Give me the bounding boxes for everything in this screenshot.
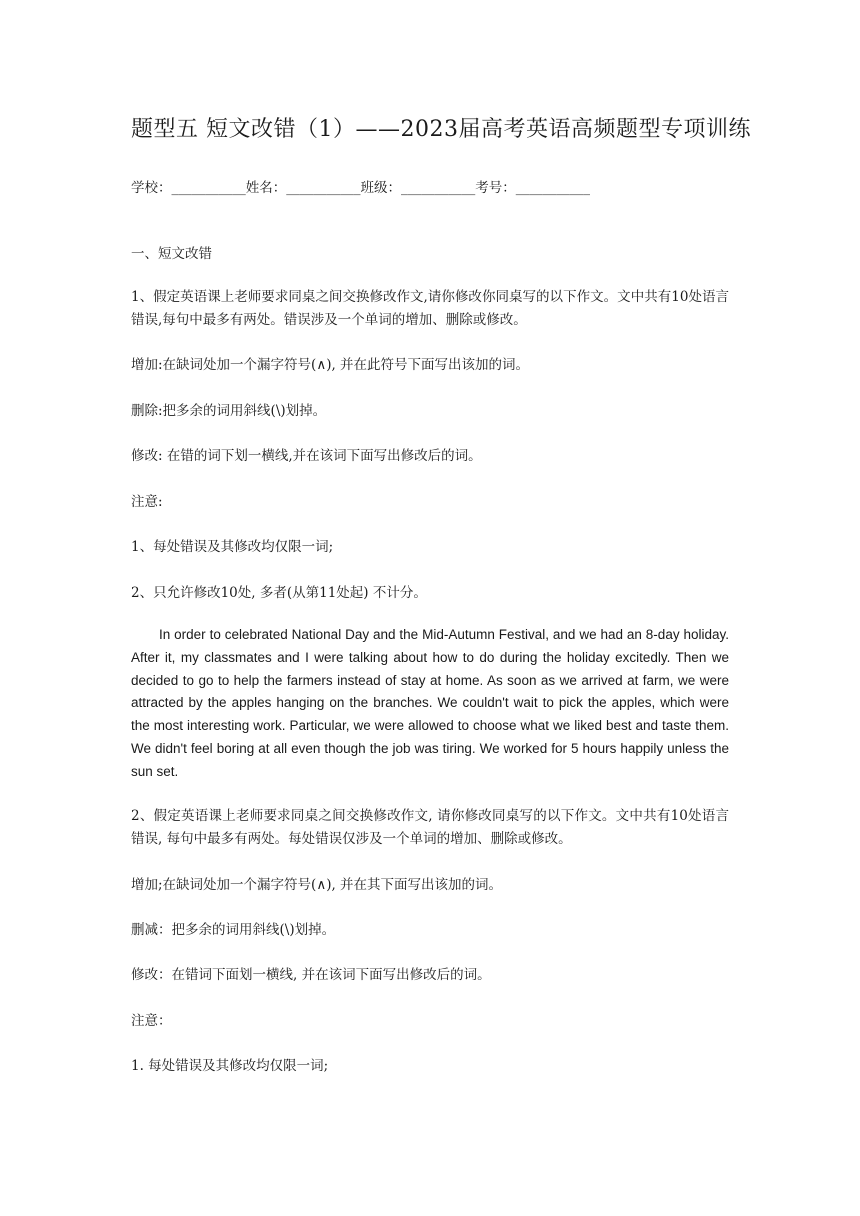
- q2-intro: 2、假定英语课上老师要求同桌之间交换修改作文, 请你修改同桌写的以下作文。文中共有10处语言错误, 每句中最多有两处。每处错误仅涉及一个单词的增加、删除或修改。: [131, 808, 729, 847]
- document-title: 题型五 短文改错（1）——2023届高考英语高频题型专项训练: [131, 117, 751, 142]
- q1-intro: 1、假定英语课上老师要求同桌之间交换修改作文,请你修改你同桌写的以下作文。文中共有10处语言错误,每句中最多有两处。错误涉及一个单词的增加、删除或修改。: [131, 289, 729, 328]
- q2-add-rule: 增加;在缺词处加一个漏字符号(∧), 并在其下面写出该加的词。: [131, 877, 503, 893]
- q2-modify-rule: 修改：在错词下面划一横线, 并在该词下面写出修改后的词。: [131, 967, 491, 983]
- q1-note-2: 2、只允许修改10处, 多者(从第11处起) 不计分。: [131, 585, 427, 601]
- section-heading: 一、短文改错: [131, 246, 212, 262]
- student-info-line: 学校：___________姓名：___________班级：___________考号：___________: [131, 180, 590, 196]
- q1-delete-rule: 删除:把多余的词用斜线(\)划掉。: [131, 403, 327, 419]
- q1-note-heading: 注意:: [131, 494, 163, 510]
- q1-modify-rule: 修改: 在错的词下划一横线,并在该词下面写出修改后的词。: [131, 448, 482, 464]
- q2-note-1: 1. 每处错误及其修改均仅限一词;: [131, 1058, 329, 1074]
- q1-passage: In order to celebrated National Day and the Mid-Autumn Festival, and we had an 8-day holiday. After it, my classmates and I were talking about how to do during the holiday excitedly. Then we decided to go to help the farmers instead of stay at home. As soon as we arrived at farm, we were attracted by the apples hanging on the branches. We couldn't wait to pick the apples, which were the most interesting work. Particular, we were allowed to choose what we liked best and taste them. We didn't feel boring at all even though the job was tiring. We worked for 5 hours happily unless the sun set.: [131, 627, 729, 779]
- q1-note-1: 1、每处错误及其修改均仅限一词;: [131, 539, 334, 555]
- q1-add-rule: 增加:在缺词处加一个漏字符号(∧), 并在此符号下面写出该加的词。: [131, 357, 530, 373]
- q2-delete-rule: 删减：把多余的词用斜线(\)划掉。: [131, 922, 336, 938]
- q2-note-heading: 注意：: [131, 1013, 172, 1029]
